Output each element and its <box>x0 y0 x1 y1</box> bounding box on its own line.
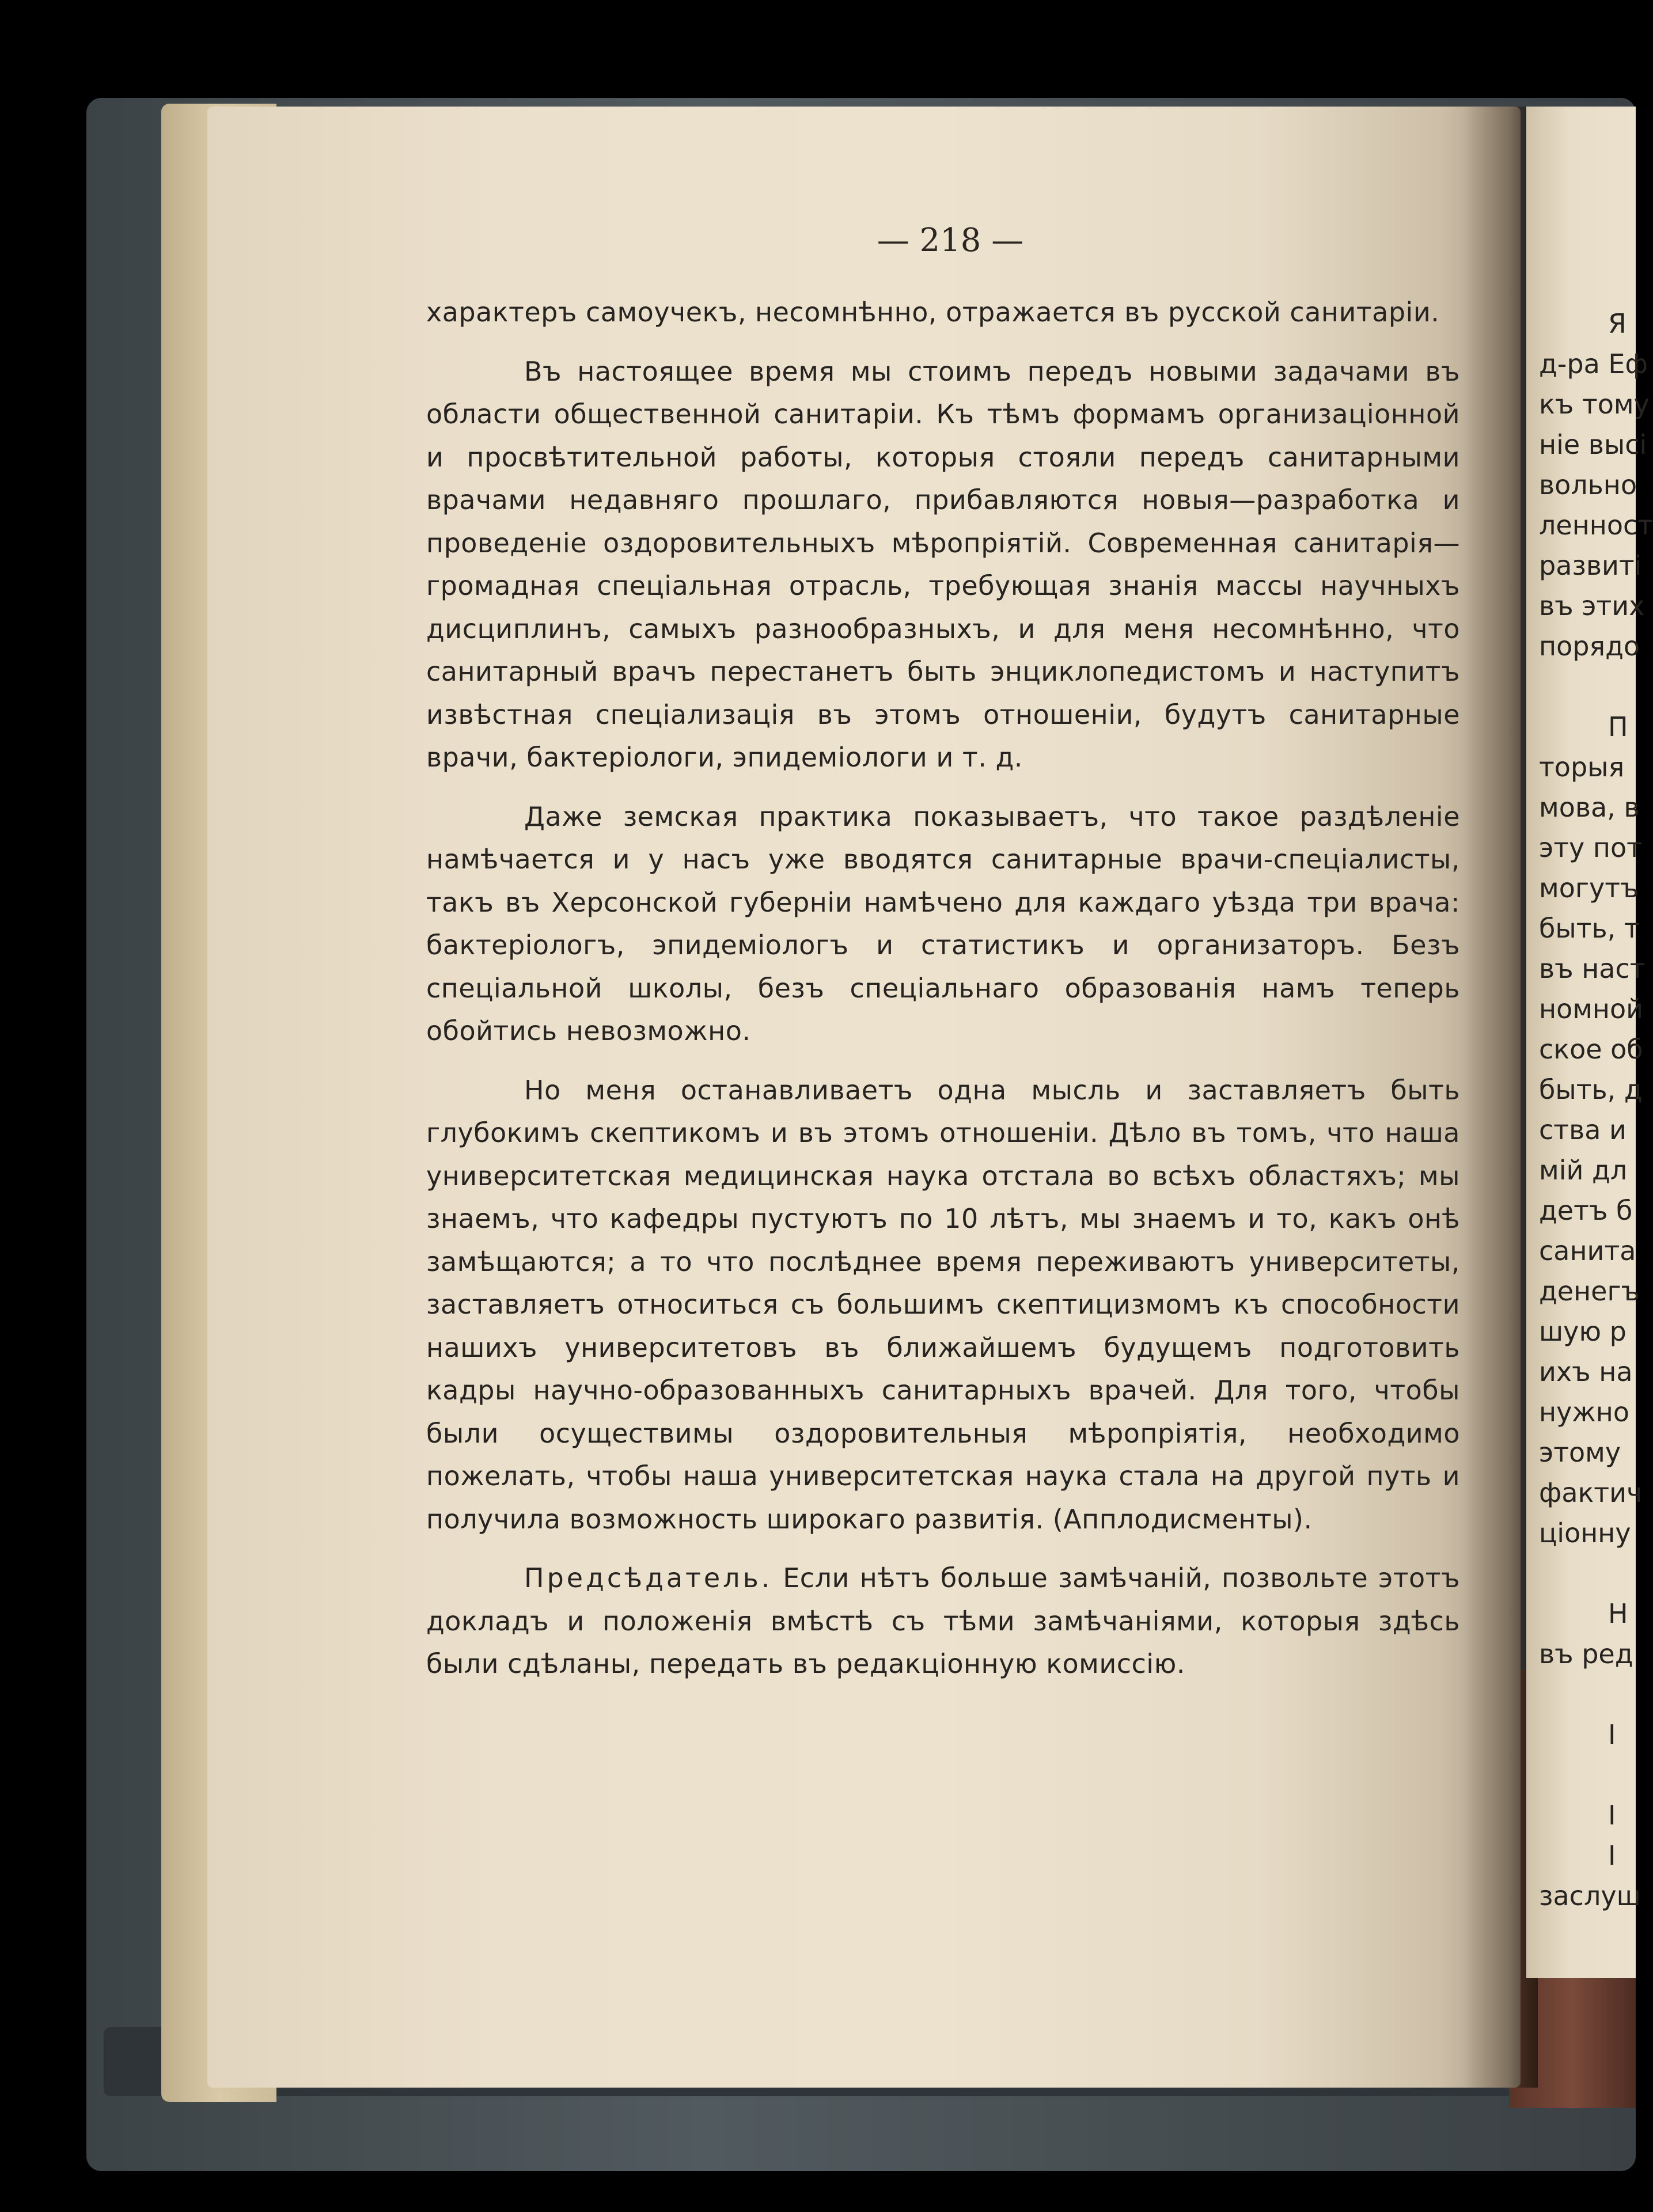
right-page-line: Н <box>1608 1598 1628 1629</box>
right-page-line: денегъ <box>1539 1276 1640 1307</box>
right-page-line: ніе высі <box>1539 429 1647 460</box>
right-page-line: номной <box>1539 993 1644 1025</box>
page-number: — 218 — <box>877 222 1024 259</box>
right-page-line: Я <box>1608 308 1627 339</box>
right-page-line: П <box>1608 711 1628 742</box>
right-page-line: въ ред <box>1539 1638 1633 1670</box>
right-page-line: мій дл <box>1539 1155 1628 1186</box>
paragraph <box>426 795 1460 1053</box>
right-page-line: нужно <box>1539 1397 1629 1428</box>
right-page-line: фактич <box>1539 1477 1643 1508</box>
paragraph <box>426 1069 1460 1541</box>
right-page-line: санита <box>1539 1235 1636 1266</box>
speaker-name: Предсѣдатель. <box>524 1562 773 1593</box>
text-block <box>426 291 1460 1702</box>
right-page-line: заслуш <box>1539 1880 1641 1911</box>
right-page-line: детъ б <box>1539 1195 1633 1226</box>
right-page-line: вольно <box>1539 469 1637 500</box>
right-page-line: І <box>1608 1719 1616 1750</box>
right-page-line: шую р <box>1539 1316 1627 1347</box>
right-page-line: порядо <box>1539 631 1640 662</box>
paragraph-text: Даже земская практика показываетъ, что такое раздѣленіе намѣчается и у насъ уже вводятся санитарные врачи-спеціалисты, такъ въ Херсонской губерніи намѣчено для каждаго уѣзда три врача: бактеріологъ, эпидеміологъ и статистикъ и организаторъ. Безъ спеціальной школы, безъ спеціальнаго образованія намъ теперь обойтись невозможно. <box>426 800 1460 1046</box>
right-page-line: ское об <box>1539 1034 1643 1065</box>
right-page-line: ихъ на <box>1539 1356 1633 1387</box>
right-page-line: быть, д <box>1539 1074 1643 1105</box>
right-page-line: ленност <box>1539 510 1653 541</box>
paragraph-text: Въ настоящее время мы стоимъ передъ новыми задачами въ области общественной санитаріи. Къ тѣмъ формамъ организаціонной и просвѣтительной работы, которыя стояли передъ санитарными врачами недавняго прошлаго, прибавляются новыя—разработка и проведеніе оздоровительныхъ мѣропріятій. Современная санитарія—громадная спеціальная отрасль, требующая знанія массы научныхъ дисциплинъ, самыхъ разнообразныхъ, и для меня несомнѣнно, что санитарный врачъ перестанетъ быть энциклопедистомъ и наступитъ извѣстная спеціализація въ этомъ отношеніи, будутъ санитарные врачи, бактеріологи, эпидеміологи и т. д. <box>426 355 1460 773</box>
right-page-line: д-ра Еф <box>1539 348 1648 380</box>
right-page-line: быть, т <box>1539 913 1640 944</box>
paragraph-text: характеръ самоучекъ, несомнѣнно, отражается въ русской санитаріи. <box>426 297 1440 328</box>
right-page-line: ства и <box>1539 1114 1627 1145</box>
paragraph <box>426 350 1460 779</box>
right-page-line: эту пот <box>1539 832 1642 863</box>
right-page-line: І <box>1608 1800 1616 1831</box>
right-page-line: въ наст <box>1539 953 1646 984</box>
paragraph-text: Но меня останавливаетъ одна мысль и заставляетъ быть глубокимъ скептикомъ и въ этомъ отношеніи. Дѣло въ томъ, что наша университетская медицинская наука отстала во всѣхъ областяхъ; мы знаемъ, что кафедры пустуютъ по 10 лѣтъ, мы знаемъ и то, какъ онѣ замѣщаются; а то что послѣднее время переживаютъ университеты, заставляетъ относиться съ большимъ скептицизмомъ къ способности нашихъ университетовъ въ ближайшемъ будущемъ подготовить кадры научно-образованныхъ санитарныхъ врачей. Для того, чтобы были осуществимы оздоровительныя мѣропріятія, необходимо пожелать, чтобы наша университетская наука стала на другой путь и получила возможность широкаго развитія. (Апплодисменты). <box>426 1074 1460 1535</box>
right-page-line: къ тому <box>1539 389 1650 420</box>
right-page-line: І <box>1608 1840 1616 1871</box>
right-page-line: мова, в <box>1539 792 1640 823</box>
right-page-line: торыя <box>1539 752 1625 783</box>
paragraph <box>426 1557 1460 1686</box>
right-page-line: ціонну <box>1539 1517 1631 1549</box>
paragraph-text: Если нѣтъ больше замѣчаній, позвольте этотъ докладъ и положенія вмѣстѣ съ тѣми замѣчаніями, которыя здѣсь были сдѣланы, передать въ редакціонную комиссію. <box>426 1562 1460 1679</box>
right-page-line: въ этих <box>1539 590 1645 621</box>
right-page-line: развиті <box>1539 550 1642 581</box>
right-page-line: могутъ <box>1539 872 1639 904</box>
right-page-line: этому <box>1539 1437 1621 1468</box>
paragraph <box>426 291 1460 334</box>
